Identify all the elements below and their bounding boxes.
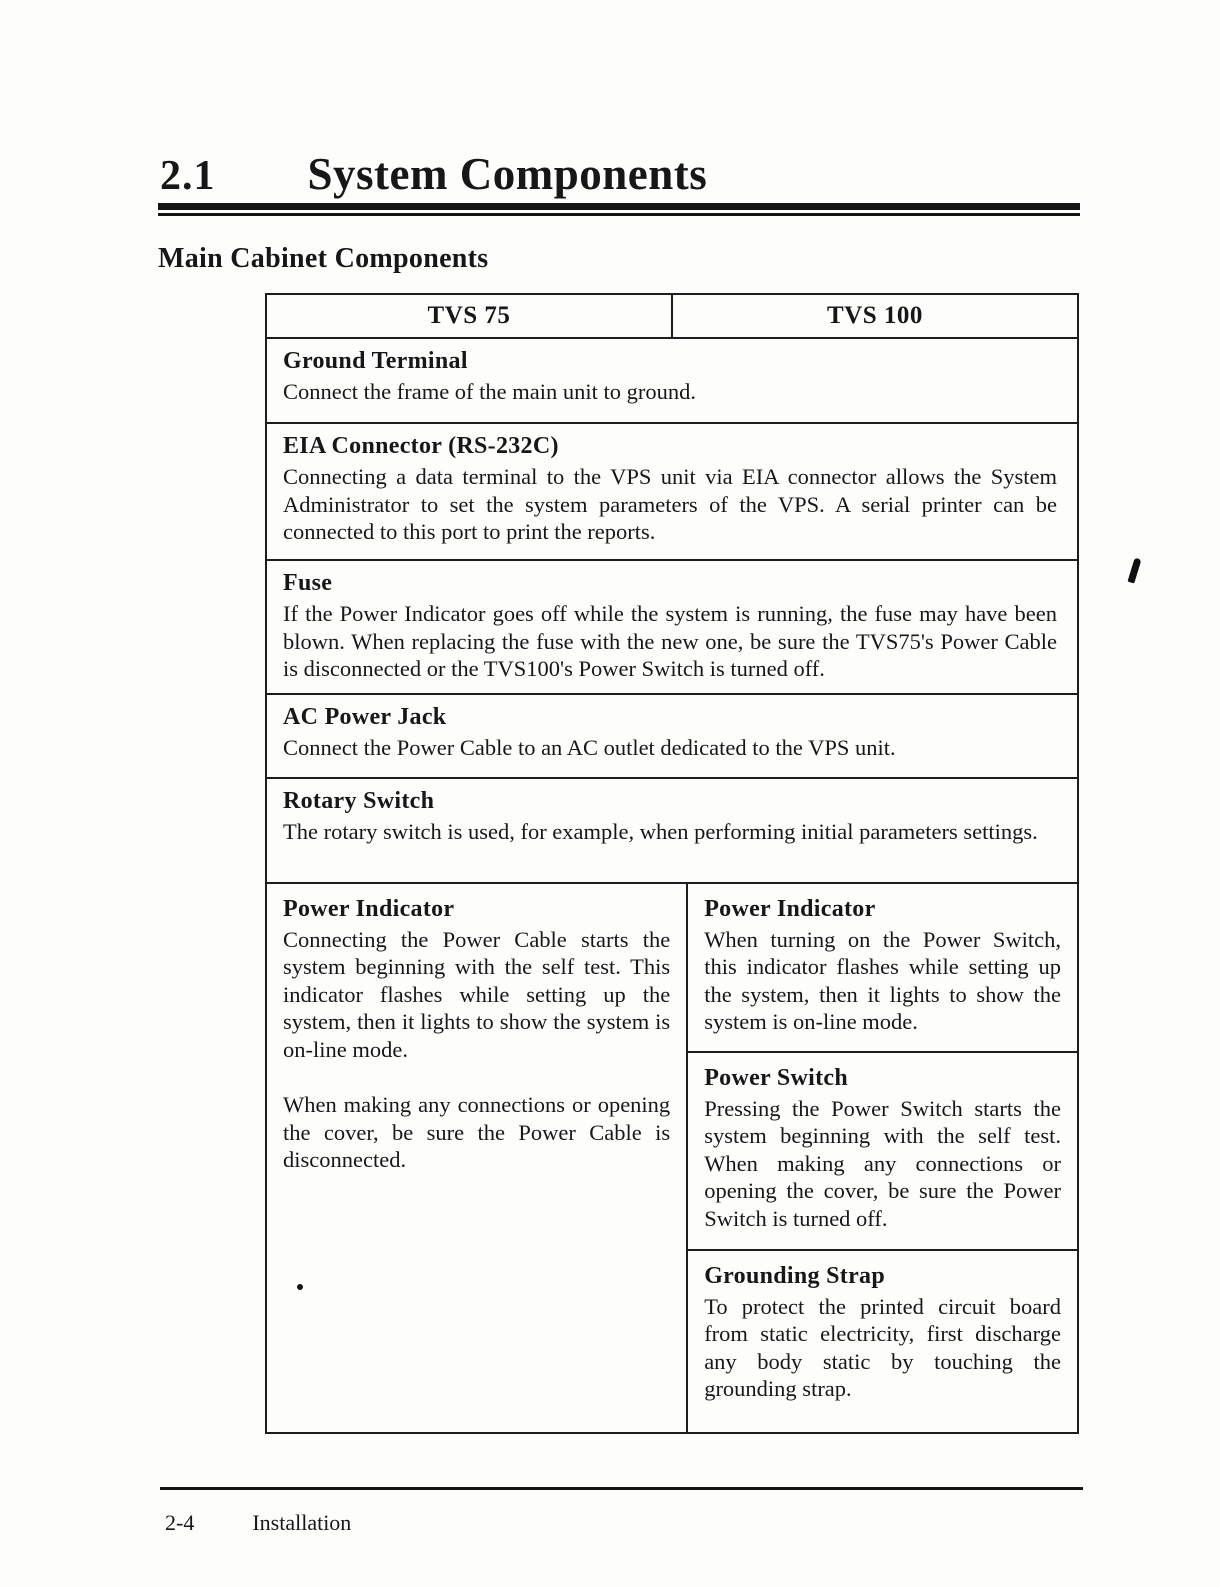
row-heading: Power Indicator <box>283 895 455 922</box>
table-row-ac-power-jack <box>267 693 1077 777</box>
scan-dot-artifact <box>297 1284 303 1290</box>
table-row-fuse <box>267 559 1077 693</box>
footer-chapter-label: Installation <box>252 1510 352 1535</box>
table-row-rotary-switch <box>267 777 1077 882</box>
section-heading <box>160 148 707 200</box>
row-heading: Grounding Strap <box>704 1262 885 1289</box>
row-heading: Power Indicator <box>704 895 876 922</box>
section-number: 2.1 <box>160 153 216 199</box>
table-header-row <box>267 295 1077 337</box>
row-body: Connecting a data terminal to the VPS unit via EIA connector allows the System Administrator to set the system parameters of the VPS. A serial printer can be connected to this port to print the reports. <box>283 464 1057 544</box>
row-body: Pressing the Power Switch starts the system beginning with the self test. When making any connections or opening the cover, be sure the Power Switch is turned off. <box>704 1095 1061 1231</box>
row-heading: Rotary Switch <box>283 787 435 814</box>
cell-tvs100-power-switch <box>688 1051 1077 1249</box>
row-body: Connecting the Power Cable starts the system beginning with the self test. This indicator flashes while setting up the system, then it lights to show the system is on-line mode. <box>283 926 671 1062</box>
row-body: Connect the frame of the main unit to ground. <box>283 379 697 404</box>
tvs100-column <box>688 884 1077 1432</box>
row-body: When turning on the Power Switch, this indicator flashes while setting up the system, then it lights to show the system is on-line mode. <box>704 926 1061 1034</box>
scan-pen-mark-artifact <box>1127 558 1141 584</box>
cell-tvs75-power-indicator <box>267 884 688 1432</box>
split-section <box>267 882 1077 1432</box>
row-heading: Ground Terminal <box>283 348 468 374</box>
row-body: When making any connections or opening the cover, be sure the Power Cable is disconnected. <box>283 1092 671 1172</box>
row-heading: EIA Connector (RS-232C) <box>283 433 559 459</box>
row-body: If the Power Indicator goes off while the system is running, the fuse may have been blown. When replacing the fuse with the new one, be sure the TVS75's Power Cable is disconnected or the TVS100's Power Switch is turned off. <box>283 601 1057 681</box>
footer-rule <box>160 1487 1083 1490</box>
page-title: System Components <box>307 149 708 199</box>
components-table <box>265 293 1079 1434</box>
cell-tvs100-power-indicator <box>688 884 1077 1051</box>
row-body: To protect the printed circuit board from static electricity, first discharge any body static by touching the grounding strap. <box>704 1293 1061 1401</box>
footer-page-number: 2-4 <box>165 1510 195 1535</box>
row-body: Connect the Power Cable to an AC outlet dedicated to the VPS unit. <box>283 734 896 760</box>
row-body: The rotary switch is used, for example, when performing initial parameters settings. <box>283 818 1038 844</box>
column-header-tvs75: TVS 75 <box>267 295 673 337</box>
table-row-ground-terminal <box>267 337 1077 422</box>
table-row-eia-connector <box>267 422 1077 559</box>
row-heading: AC Power Jack <box>283 703 447 730</box>
page-footer <box>165 1510 351 1536</box>
cell-tvs100-grounding-strap <box>688 1249 1077 1432</box>
row-heading: Fuse <box>283 570 333 596</box>
subsection-title: Main Cabinet Components <box>158 243 489 274</box>
title-rule <box>158 203 1080 216</box>
row-heading: Power Switch <box>704 1064 848 1091</box>
column-header-tvs100: TVS 100 <box>827 302 923 329</box>
